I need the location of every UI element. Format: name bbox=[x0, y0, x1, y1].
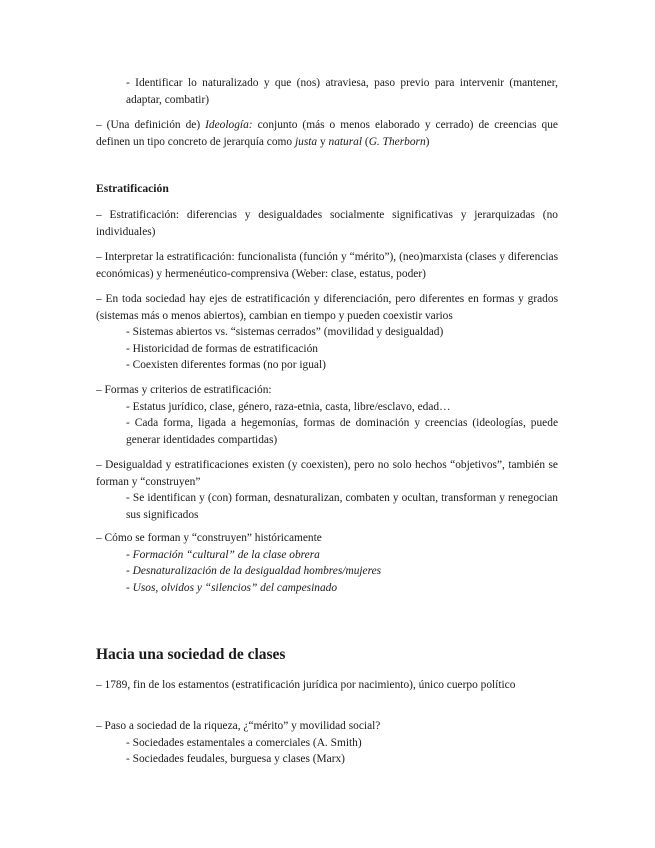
list-item: - Cada forma, ligada a hegemonías, formas de dominación y creencias (ideologías, puede generar identidades compartidas) bbox=[126, 417, 558, 446]
estratificacion-p1: – Estratificación: diferencias y desigualdades socialmente significativas y jerarquizadas (no individuales) bbox=[96, 209, 558, 238]
p4-text: – Formas y criterios de estratificación: bbox=[96, 384, 272, 396]
p5-text: – Desigualdad y estratificaciones existen (y coexisten), pero no solo hechos “objetivos”, también se forman y “construyen” bbox=[96, 459, 558, 488]
list-item: - Desnaturalización de la desigualdad hombres/mujeres bbox=[126, 565, 382, 577]
estratificacion-p2: – Interpretar la estratificación: funcionalista (función y “mérito”), (neo)marxista (clases y diferencias económicas) y hermenéutico-comprensiva (Weber: clase, estatus, poder) bbox=[96, 251, 558, 280]
clases-p1: – 1789, fin de los estamentos (estratificación jurídica por nacimiento), único cuerpo político bbox=[96, 679, 516, 691]
p3-text: – En toda sociedad hay ejes de estratificación y diferenciación, pero diferentes en formas y grados (sistemas más o menos abiertos), cambian en tiempo y pueden coexistir varios bbox=[96, 293, 558, 322]
list-item: - Se identifican y (con) forman, desnaturalizan, combaten y ocultan, transforman y renegocian sus significados bbox=[126, 492, 558, 521]
clases-p2 bbox=[96, 718, 558, 768]
list-item: - Sociedades estamentales a comerciales (A. Smith) bbox=[126, 736, 362, 749]
def-open-paren: ( bbox=[362, 135, 369, 148]
estratificacion-p4 bbox=[96, 382, 558, 448]
list-item: - Historicidad de formas de estratificación bbox=[126, 342, 318, 355]
list-item: - Estatus jurídico, clase, género, raza-etnia, casta, libre/esclavo, edad… bbox=[126, 400, 451, 413]
section-heading-estratificacion: Estratificación bbox=[96, 182, 169, 195]
clases-p2-text: – Paso a sociedad de la riqueza, ¿“mérito” y movilidad social? bbox=[96, 720, 381, 732]
list-item: - Sociedades feudales, burguesa y clases (Marx) bbox=[126, 753, 345, 765]
def-body: conjunto (más o menos elaborado y cerrado) de creencias que definen un tipo concreto de jerarquía como bbox=[96, 119, 558, 148]
def-term: Ideología: bbox=[205, 119, 253, 131]
def-justa: justa bbox=[294, 135, 318, 148]
estratificacion-p3 bbox=[96, 291, 558, 374]
def-author: G. Therborn bbox=[368, 135, 426, 148]
def-natural: natural bbox=[328, 135, 363, 148]
estratificacion-p5 bbox=[96, 457, 558, 523]
list-item: - Formación “cultural” de la clase obrera bbox=[126, 548, 320, 561]
list-item: - Coexisten diferentes formas (no por igual) bbox=[126, 359, 326, 371]
def-and: y bbox=[317, 135, 329, 148]
def-prefix: – (Una definición de) bbox=[96, 119, 206, 131]
def-close-paren: ) bbox=[425, 135, 430, 148]
section-heading-clases: Hacia una sociedad de clases bbox=[96, 646, 286, 663]
estratificacion-p6 bbox=[96, 530, 558, 596]
list-item: - Usos, olvidos y “silencios” del campesinado bbox=[126, 581, 338, 594]
intro-bullet: - Identificar lo naturalizado y que (nos) atraviesa, paso previo para intervenir (mantener, adaptar, combatir) bbox=[126, 77, 558, 106]
list-item: - Sistemas abiertos vs. “sistemas cerrados” (movilidad y desigualdad) bbox=[126, 326, 444, 338]
p6-text: – Cómo se forman y “construyen” históricamente bbox=[96, 532, 322, 544]
ideology-definition bbox=[96, 117, 558, 150]
